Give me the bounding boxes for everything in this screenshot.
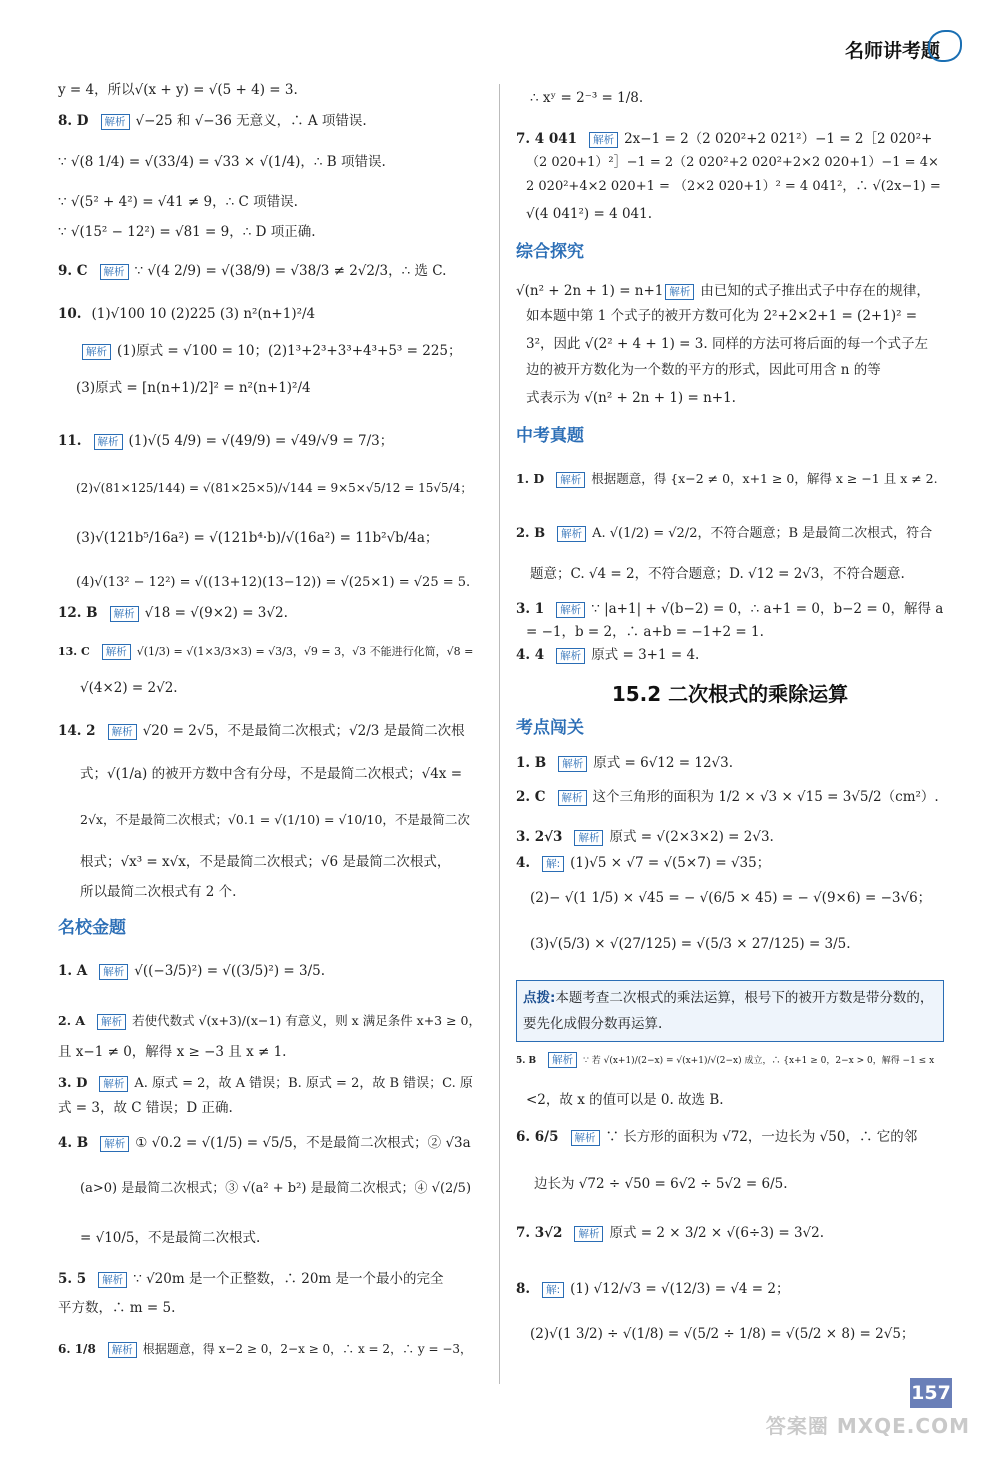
chapter-title: 15.2 二次根式的乘除运算	[611, 682, 849, 706]
answer-text: 根式；√x³ = x√x，不是最简二次根式；√6 是最简二次根式，	[80, 854, 451, 870]
answer-line	[58, 196, 298, 210]
answer-line	[516, 1130, 917, 1146]
answer-line	[516, 284, 930, 300]
answer-line	[58, 1182, 471, 1195]
answer-line	[516, 92, 643, 106]
answer-text: 原式 = 2 × 3/2 × √(6÷3) = 3√2.	[609, 1225, 825, 1241]
analysis-tag: 解析	[100, 264, 129, 280]
analysis-tag: 解析	[556, 648, 585, 664]
question-number: 2. B	[516, 526, 546, 541]
answer-text: = √10/5，不是最简二次根式.	[80, 1230, 261, 1246]
analysis-tag: 解析	[101, 114, 130, 130]
question-number: 5. B	[516, 1056, 537, 1066]
question-number: 1. D	[516, 471, 545, 486]
answer-line	[516, 472, 938, 488]
answer-line	[58, 382, 311, 396]
question-number: 11.	[58, 433, 82, 449]
answer-text: 原式 = 3+1 = 4.	[591, 647, 700, 663]
answer-text: 式表示为 √(n² + 2n + 1) = n+1.	[526, 390, 736, 406]
answer-text: ∵ √20m 是一个正整数，∴ 20m 是一个最小的完全	[133, 1271, 444, 1287]
answer-text: √(1/3) = √(1×3/3×3) = √3/3，√9 = 3，√3 不能进行化简，√8 =	[136, 645, 474, 658]
answer-line	[516, 1052, 934, 1068]
answer-line	[516, 208, 652, 222]
analysis-tag: 解析	[558, 756, 587, 772]
answer-line	[516, 338, 928, 352]
answer-line	[516, 938, 851, 952]
question-number: 6. 6/5	[516, 1129, 559, 1145]
answer-line	[516, 648, 699, 664]
answer-text: <2，故 x 的值可以是 0. 故选 B.	[526, 1092, 724, 1108]
answer-text: (1)√100 10 (2)225 (3) n²(n+1)²/4	[91, 306, 316, 322]
answer-text: 所以最简二次根式有 2 个.	[80, 884, 237, 900]
logo-icon	[928, 30, 962, 62]
answer-text: ∵ 若 √(x+1)/(2−x) = √(x+1)/√(2−x) 成立，∴ {x+1 ≥ 0，2−x > 0，解得 −1 ≤ x	[583, 1056, 935, 1066]
analysis-tag: 解析	[82, 344, 111, 360]
section-heading: 综合探究	[516, 242, 584, 262]
analysis-tag: 解析	[571, 1130, 600, 1146]
answer-line	[58, 1232, 260, 1246]
question-number: 9. C	[58, 263, 88, 279]
analysis-tag: 解析	[556, 472, 585, 488]
answer-text: 式；√(1/a) 的被开方数中含有分母，不是最简二次根式；√4x =	[80, 766, 463, 782]
column-divider	[499, 84, 500, 1384]
answer-text: = −1，b = 2，∴ a+b = −1+2 = 1.	[526, 624, 764, 640]
answer-line	[516, 364, 881, 378]
answer-text: ∵ √(8 1/4) = √(33/4) = √33 × √(1/4)，∴ B 项错误.	[58, 154, 386, 170]
analysis-tag: 解析	[99, 1076, 128, 1092]
answer-line	[58, 1102, 233, 1116]
answer-text: 2√x，不是最简二次根式；√0.1 = √(1/10) = √10/10，不是最简二次	[80, 812, 470, 827]
answer-line	[58, 344, 462, 360]
analysis-tag: 解析	[99, 964, 128, 980]
analysis-tag: 解析	[665, 284, 694, 300]
answer-text: √−25 和 √−36 无意义，∴ A 项错误.	[135, 113, 367, 129]
answer-text: 原式 = √(2×3×2) = 2√3.	[609, 829, 774, 845]
analysis-tag: 解析	[574, 830, 603, 846]
answer-text: (2)√(81×125/144) = √(81×25×5)/√144 = 9×5×√5/12 = 15√5/4；	[76, 481, 473, 495]
answer-text: ∵ √(5² + 4²) = √41 ≠ 9，∴ C 项错误.	[58, 194, 298, 210]
answer-text: 平方数，∴ m = 5.	[58, 1300, 176, 1316]
answer-line	[58, 644, 473, 660]
answer-line	[58, 1342, 472, 1358]
question-number: 6. 1/8	[58, 1342, 96, 1356]
answer-text: (3)√(121b⁵/16a²) = √(121b⁴·b)/√(16a²) = 11b²√b/4a；	[76, 530, 439, 546]
page-header-title: 名师讲考题	[844, 40, 940, 62]
question-number: 12. B	[58, 605, 98, 621]
answer-line	[516, 568, 905, 582]
answer-text: 边的被开方数化为一个数的平方的形式，因此可用含 n 的等	[526, 362, 881, 378]
answer-line	[516, 790, 939, 806]
answer-text: 题意；C. √4 = 2，不符合题意；D. √12 = 2√3，不符合题意.	[530, 566, 905, 582]
answer-text: (2)− √(1 1/5) × √45 = − √(6/5 × 45) = − √(9×6) = −3√6；	[530, 890, 932, 906]
answer-text: 由已知的式子推出式子中存在的规律，	[700, 283, 930, 299]
answer-text: 2 020²+4×2 020+1 = （2×2 020+1）² = 4 041²，∴ √(2x−1) =	[526, 179, 941, 194]
section-heading: 名校金题	[58, 918, 126, 938]
solution-tag: 解:	[542, 856, 564, 872]
answer-line	[516, 310, 917, 324]
question-number: 5. 5	[58, 1271, 87, 1287]
answer-line	[58, 308, 315, 322]
page-number: 157	[910, 1378, 952, 1408]
answer-text: ∵ 长方形的面积为 √72，一边长为 √50，∴ 它的邻	[605, 1129, 918, 1145]
answer-line	[516, 1178, 788, 1192]
answer-line	[516, 856, 770, 872]
answer-text: (3)原式 = [n(n+1)/2]² = n²(n+1)²/4	[76, 380, 311, 396]
answer-line	[516, 1282, 790, 1298]
answer-text: ① √0.2 = √(1/5) = √5/5，不是最简二次根式；② √3a	[135, 1135, 471, 1151]
answer-text: ∵ |a+1| + √(b−2) = 0，∴ a+1 = 0，b−2 = 0，解得 a	[591, 601, 944, 617]
answer-text: A. 原式 = 2，故 A 错误；B. 原式 = 2，故 B 错误；C. 原	[134, 1076, 473, 1091]
analysis-tag: 解析	[110, 606, 139, 622]
analysis-tag: 解析	[108, 724, 137, 740]
answer-line	[58, 434, 393, 450]
answer-line	[516, 830, 774, 846]
answer-line	[58, 264, 446, 280]
watermark: 答案圈 MXQE.COM	[765, 1414, 970, 1438]
tip-label: 点拨:	[523, 990, 556, 1006]
answer-text: 原式 = 6√12 = 12√3.	[593, 755, 734, 771]
answer-text: (2)√(1 3/2) ÷ √(1/8) = √(5/2 ÷ 1/8) = √(5/2 × 8) = 2√5；	[530, 1326, 915, 1342]
analysis-tag: 解析	[556, 602, 585, 618]
question-number: 14. 2	[58, 723, 96, 739]
analysis-tag: 解析	[108, 1342, 137, 1358]
answer-line	[516, 1226, 824, 1242]
answer-line	[58, 1136, 471, 1152]
answer-line	[58, 886, 236, 900]
answer-text: 这个三角形的面积为 1/2 × √3 × √15 = 3√5/2（cm²）.	[592, 789, 939, 805]
answer-line	[58, 84, 298, 98]
answer-text: √(4 041²) = 4 041.	[526, 206, 653, 222]
answer-text: 2x−1 = 2（2 020²+2 021²）−1 = 2［2 020²+	[624, 131, 933, 147]
answer-text: √(4×2) = 2√2.	[80, 680, 178, 696]
analysis-tag: 解析	[94, 434, 123, 450]
answer-line	[516, 526, 932, 542]
answer-text: (4)√(13² − 12²) = √((13+12)(13−12)) = √(25×1) = √25 = 5.	[76, 575, 471, 590]
analysis-tag: 解析	[558, 790, 587, 806]
answer-line	[58, 768, 462, 782]
answer-line	[516, 1094, 724, 1108]
answer-line	[516, 180, 941, 193]
answer-text: A. √(1/2) = √2/2，不符合题意；B 是最简二次根式，符合	[592, 526, 933, 541]
answer-text: ∵ √(4 2/9) = √(38/9) = √38/3 ≠ 2√2/3，∴ 选 C.	[134, 263, 447, 279]
answer-text: (1)原式 = √100 = 10；(2)1³+2³+3³+4³+5³ = 225；	[117, 343, 462, 359]
analysis-tag: 解析	[589, 132, 618, 148]
answer-line	[58, 682, 178, 696]
tip-text: 本题考查二次根式的乘法运算，根号下的被开方数是带分数的，要先化成假分数再运算.	[523, 990, 934, 1032]
question-number: 7. 4 041	[516, 131, 578, 147]
question-number: 8.	[516, 1281, 531, 1297]
solution-tag: 解:	[542, 1282, 564, 1298]
answer-line	[58, 964, 325, 980]
question-number: 4. B	[58, 1135, 89, 1151]
answer-text: (1) √12/√3 = √(12/3) = √4 = 2；	[570, 1281, 790, 1297]
answer-line	[58, 114, 367, 130]
analysis-tag: 解析	[557, 526, 586, 542]
tip-box	[516, 980, 944, 1042]
answer-line	[58, 1046, 286, 1060]
answer-text: 边长为 √72 ÷ √50 = 6√2 ÷ 5√2 = 6/5.	[534, 1176, 788, 1192]
answer-text: (1)√5 × √7 = √(5×7) = √35；	[570, 855, 771, 871]
answer-text: ∵ √(15² − 12²) = √81 = 9，∴ D 项正确.	[58, 224, 316, 240]
answer-text: 如本题中第 1 个式子的被开方数可化为 2²+2×2+1 = (2+1)² =	[526, 308, 918, 324]
answer-line	[516, 392, 736, 406]
question-number: 1. A	[58, 963, 88, 979]
section-heading: 考点闯关	[516, 718, 584, 738]
answer-line	[516, 756, 733, 772]
answer-line	[58, 156, 386, 170]
answer-line	[58, 482, 472, 494]
answer-line	[58, 1272, 444, 1288]
answer-text: √(n² + 2n + 1) = n+1	[516, 283, 664, 299]
answer-text: y = 4，所以√(x + y) = √(5 + 4) = 3.	[58, 82, 298, 98]
answer-line	[58, 724, 465, 740]
question-number: 1. B	[516, 755, 547, 771]
answer-text: 且 x−1 ≠ 0，解得 x ≥ −3 且 x ≠ 1.	[58, 1044, 287, 1060]
question-number: 3. 2√3	[516, 829, 563, 845]
answer-text: ∴ xʸ = 2⁻³ = 1/8.	[530, 90, 644, 106]
analysis-tag: 解析	[548, 1052, 577, 1068]
question-number: 3. D	[58, 1076, 88, 1091]
analysis-tag: 解析	[102, 644, 131, 660]
answer-text: √((−3/5)²) = √((3/5)²) = 3/5.	[134, 963, 326, 979]
answer-text: 式 = 3，故 C 错误；D 正确.	[58, 1100, 233, 1116]
answer-text: √18 = √(9×2) = 3√2.	[144, 605, 288, 621]
answer-line	[58, 226, 316, 240]
analysis-tag: 解析	[100, 1136, 129, 1152]
analysis-tag: 解析	[98, 1272, 127, 1288]
answer-line	[58, 856, 450, 870]
analysis-tag: 解析	[574, 1226, 603, 1242]
answer-text: 根据题意，得 x−2 ≥ 0，2−x ≥ 0，∴ x = 2，∴ y = −3，	[142, 1342, 473, 1356]
question-number: 2. A	[58, 1013, 86, 1028]
section-heading: 中考真题	[516, 426, 584, 446]
question-number: 8. D	[58, 113, 89, 129]
question-number: 4.	[516, 855, 531, 871]
answer-line	[516, 1328, 914, 1342]
answer-line	[58, 606, 288, 622]
answer-line	[58, 576, 470, 589]
answer-line	[58, 1302, 175, 1316]
question-number: 4. 4	[516, 647, 545, 663]
answer-line	[516, 132, 932, 148]
answer-line	[516, 156, 939, 169]
question-number: 2. C	[516, 789, 546, 805]
answer-text: (3)√(5/3) × √(27/125) = √(5/3 × 27/125) = 3/5.	[530, 936, 851, 952]
answer-line	[516, 892, 931, 906]
question-number: 10.	[58, 306, 82, 322]
answer-line	[516, 602, 943, 618]
analysis-tag: 解析	[97, 1014, 126, 1030]
answer-text: (a>0) 是最简二次根式；③ √(a² + b²) 是最简二次根式；④ √(2/5)	[80, 1181, 472, 1196]
answer-text: （2 020+1）²］−1 = 2（2 020²+2 020²+2×2 020+1）−1 = 4×	[526, 155, 939, 170]
answer-text: 根据题意，得 {x−2 ≠ 0，x+1 ≥ 0，解得 x ≥ −1 且 x ≠ 2.	[591, 471, 938, 486]
answer-line	[58, 1014, 481, 1030]
answer-line	[58, 532, 438, 546]
question-number: 7. 3√2	[516, 1225, 563, 1241]
answer-text: 3²，因此 √(2² + 4 + 1) = 3. 同样的方法可将后面的每一个式子左	[526, 336, 928, 352]
question-number: 13. C	[58, 645, 90, 658]
answer-text: (1)√(5 4/9) = √(49/9) = √49/√9 = 7/3；	[128, 433, 394, 449]
answer-line	[516, 626, 764, 640]
answer-text: 若使代数式 √(x+3)/(x−1) 有意义，则 x 满足条件 x+3 ≥ 0，	[132, 1013, 482, 1028]
answer-line	[58, 1076, 473, 1092]
answer-line	[58, 814, 470, 827]
answer-text: √20 = 2√5，不是最简二次根式；√2/3 是最简二次根	[142, 723, 465, 739]
question-number: 3. 1	[516, 601, 545, 617]
